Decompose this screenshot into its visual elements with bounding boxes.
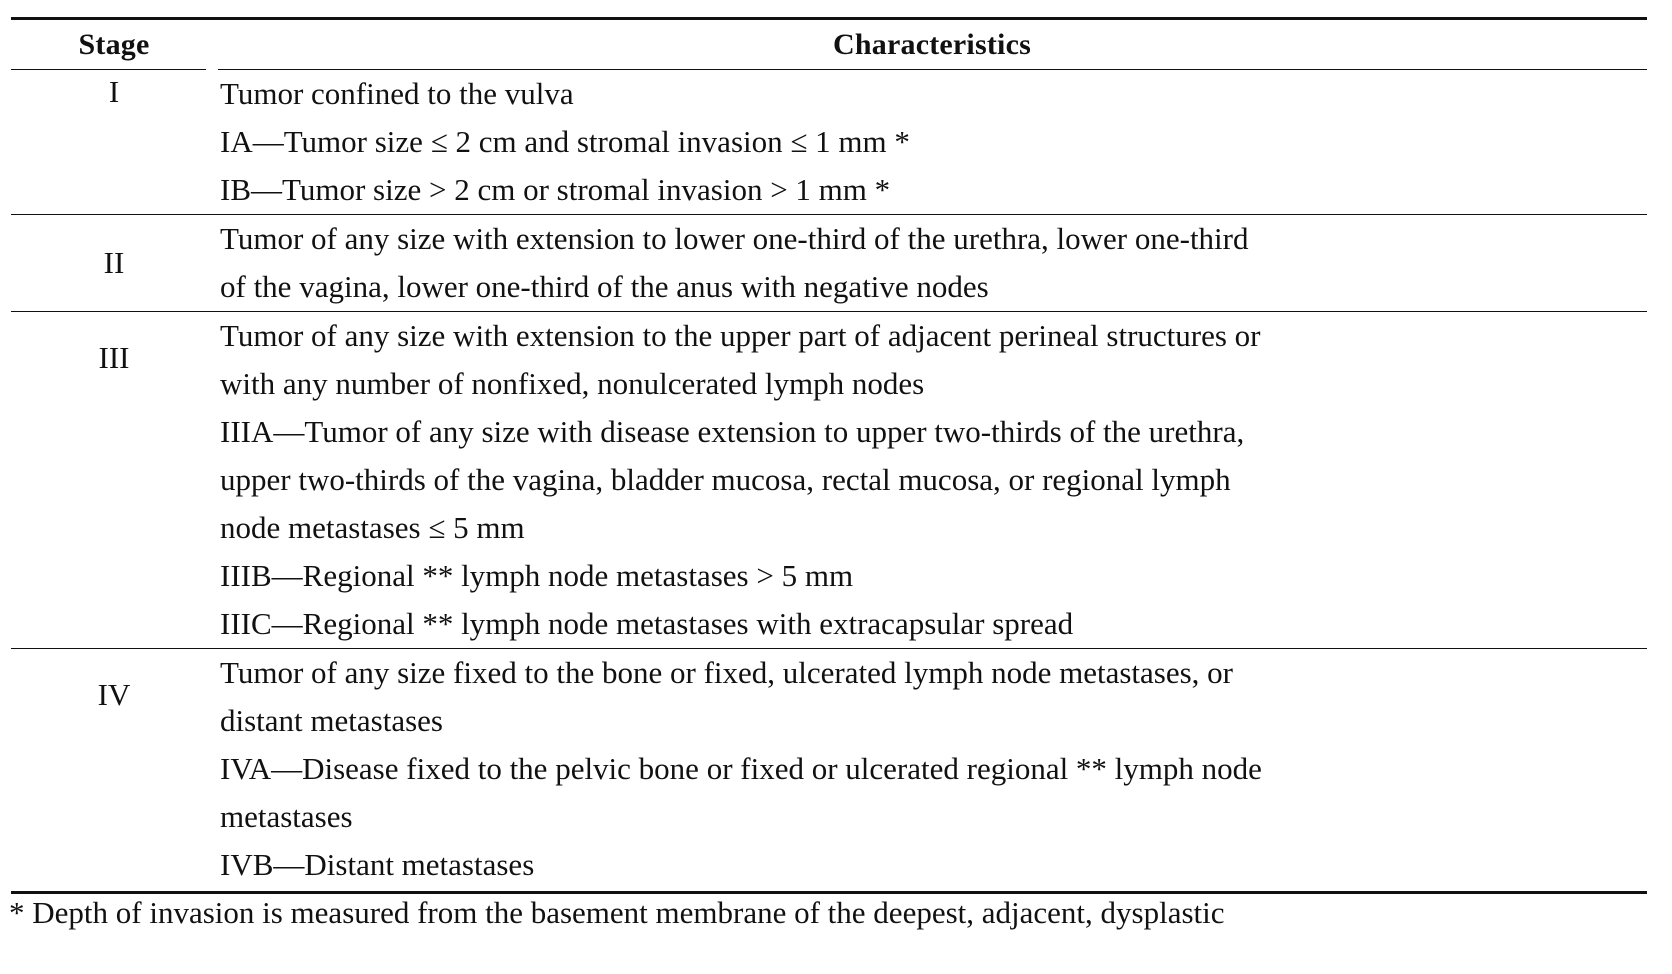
text-line: IIIA—Tumor of any size with disease extension to upper two-thirds of the urethra,	[220, 414, 1245, 449]
text-line: Tumor of any size with extension to the upper part of adjacent perineal structures or	[220, 318, 1261, 353]
text-line: distant metastases	[220, 703, 443, 738]
text-line: Tumor of any size fixed to the bone or fixed, ulcerated lymph node metastases, or	[220, 655, 1233, 690]
table-row-stage-ii	[11, 215, 1647, 312]
header-characteristics: Characteristics	[833, 27, 1031, 61]
stage-cell: III	[98, 340, 130, 375]
staging-table	[11, 17, 1647, 894]
characteristics-cell	[217, 70, 1647, 214]
text-line: node metastases ≤ 5 mm	[220, 510, 525, 545]
text-line: upper two-thirds of the vagina, bladder mucosa, rectal mucosa, or regional lymph	[220, 462, 1231, 497]
characteristics-cell	[217, 215, 1647, 311]
text-line: IA—Tumor size ≤ 2 cm and stromal invasion ≤ 1 mm *	[220, 124, 910, 159]
table-row-stage-i	[11, 70, 1647, 215]
text-line: IIIB—Regional ** lymph node metastases > 5 mm	[220, 558, 854, 593]
stage-cell: I	[108, 74, 120, 109]
text-line: metastases	[220, 799, 353, 834]
table-header-row	[11, 20, 1647, 69]
table-row-stage-iii	[11, 312, 1647, 649]
table-footnote: * Depth of invasion is measured from the basement membrane of the deepest, adjacent, dysplastic	[9, 895, 1225, 930]
characteristics-cell	[217, 649, 1647, 889]
text-line: IIIC—Regional ** lymph node metastases with extracapsular spread	[220, 606, 1074, 641]
text-line: IVA—Disease fixed to the pelvic bone or fixed or ulcerated regional ** lymph node	[220, 751, 1262, 786]
stage-cell: IV	[97, 677, 131, 712]
text-line: with any number of nonfixed, nonulcerated lymph nodes	[220, 366, 925, 401]
text-line: of the vagina, lower one-third of the anus with negative nodes	[220, 269, 989, 304]
text-line: Tumor confined to the vulva	[220, 76, 574, 111]
table-row-stage-iv	[11, 649, 1647, 889]
text-line: IVB—Distant metastases	[220, 847, 535, 882]
stage-cell: II	[103, 245, 125, 280]
characteristics-cell	[217, 312, 1647, 648]
text-line: IB—Tumor size > 2 cm or stromal invasion > 1 mm *	[220, 172, 891, 207]
header-stage: Stage	[78, 27, 150, 61]
text-line: Tumor of any size with extension to lower one-third of the urethra, lower one-third	[220, 221, 1249, 256]
